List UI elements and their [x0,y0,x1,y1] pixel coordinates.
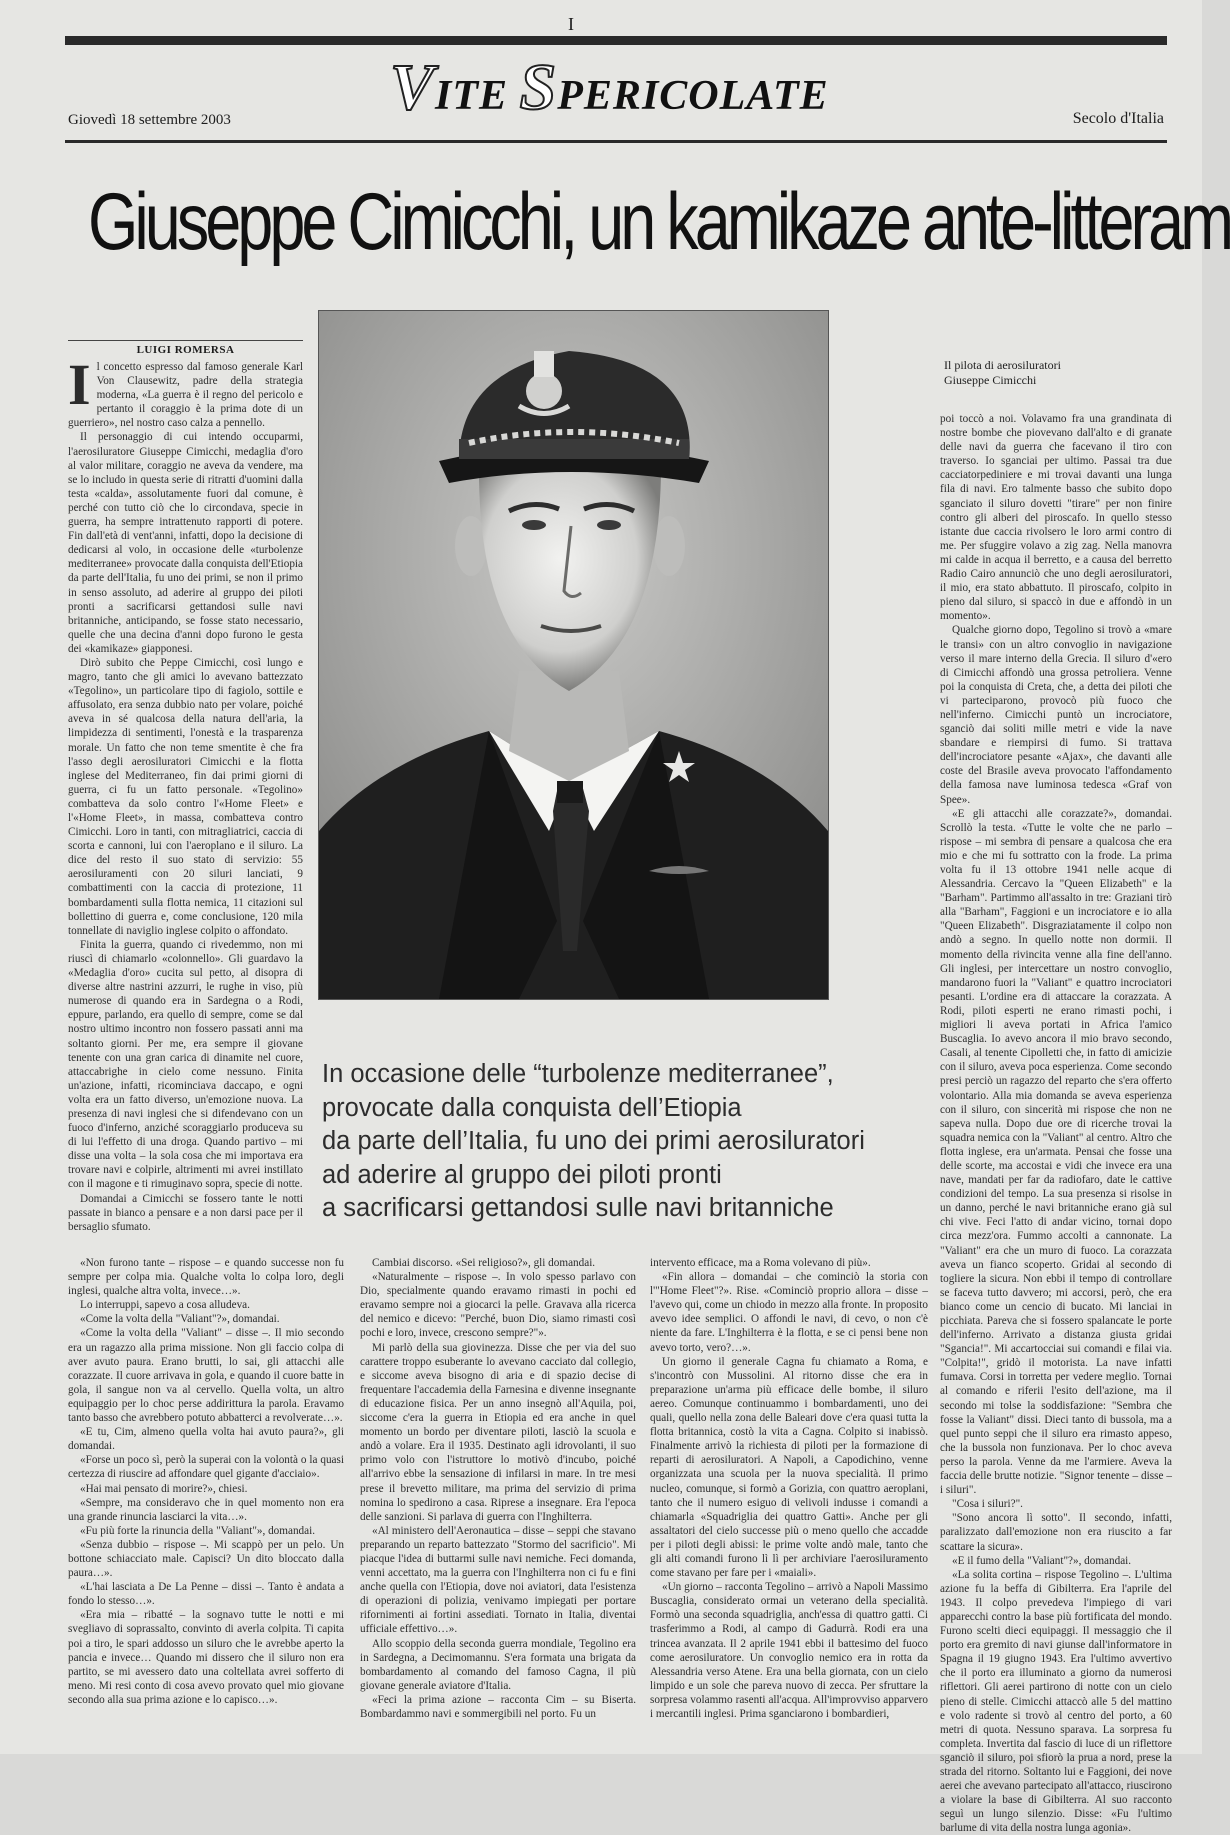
paragraph: «E tu, Cim, almeno quella volta hai avuto paura?», gli domandai. [68,1426,344,1453]
paragraph: «Naturalmente – rispose –. In volo spesso parlavo con Dio, specialmente quando eravamo rimasti in pochi ed eravamo sempre noi a giocarci la pelle. Gravava alla ricerca del nemico e dicevo: "Perché, buon Dio, siamo rimasti così pochi e loro, invece, crescono sempre?"». [360,1271,636,1340]
paragraph: l concetto espresso dal famoso generale Karl Von Clausewitz, padre della strategia moderna, «La guerra è il regno del pericolo e pertanto il coraggio è la prima dote di un guerriero», nel nostro caso calza a pennello. [68,361,303,430]
column-1-top [68,352,303,1233]
paragraph: Dirò subito che Peppe Cimicchi, così lungo e magro, tanto che gli amici lo avevano battezzato «Tegolino», un particolare tipo di fagiolo, sottile e affusolato, era senza dubbio nato per volare, poiché aveva in sé qualcosa della natura dell'aria, la limpidezza di sentimenti, l'onestà e la trasparenza morale. Un fatto che non teme smentite è che fra l'asso degli aerosiluratori Cimicchi e la flotta inglese del Mediterraneo, fin dai primi giorni di guerra, ci fu un fatto personale. «Tegolino» combatteva da solo contro l'«Home Fleet» e l'«Home Fleet», in massa, combatteva contro Cimicchi. Loro in tanti, con mitragliatrici, caccia di scorta e cannoni, lui con l'aeroplano e il siluro. La dice del resto il suo stato di servizio: 55 aerosiluramenti con 20 siluri lanciati, 9 combattimenti con la caccia di protezione, 11 bombardamenti sulla flotta nemica, 11 citazioni sul bollettino di guerra e, come conclusione, 120 mila tonnellate di naviglio inglese colpito o affondato. [68,656,303,937]
section-initial-v: V [390,51,436,124]
drop-cap: I [68,352,91,417]
paragraph: Cambiai discorso. «Sei religioso?», gli domandai. [372,1257,596,1269]
column-2 [360,1256,636,1746]
pilot-portrait-illustration [319,311,828,999]
photo-caption-line: Giuseppe Cimicchi [944,373,1037,387]
paragraph: «Al ministero dell'Aeronautica – disse – seppi che stavano preparando un reparto battezzato "Stormo del sacrificio". Mi piacque l'idea di buttarmi sulle navi nemiche. Feci domanda, venni accettato, ma la guerra con l'Inghilterra non ci fu e fini anche quella con l'Etiopia, dove noi aviatori, data l'esistenza di operazioni di polizia, venivamo impiegati per portare rifornimenti ai fortini assediati. Tornato in Italia, diventai ufficiale effettivo…». [360,1524,636,1636]
paragraph: «Come la volta della "Valiant" – disse –. Il mio secondo era un ragazzo alla prima missione. Non gli faccio colpa di aver avuto paura. Erano brutti, lo sai, gli attacchi alle corazzate. Il cuore arrivava in gola, e quando il cuore batte in gola, il sangue non va al cervello. Quella volta, un altro equipaggio per lo choc perse addirittura la parola. Eravamo tanto basso che avrebbero potuto abbatterci a revolverate…». [68,1327,344,1425]
paragraph: «L'hai lasciata a De La Penne – dissi –. Tanto è andata a fondo lo stesso…». [68,1581,344,1608]
pull-quote-line: da parte dell’Italia, fu uno dei primi aerosiluratori [322,1127,865,1155]
photo-caption [944,358,1159,388]
newspaper-name: Secolo d'Italia [1072,110,1164,127]
paragraph: Qualche giorno dopo, Tegolino si trovò a «mare le transi» con un altro convoglio in navigazione verso il mare interno della Grecia. Il siluro d'«ero di Cimicchi affondò una grossa petroliera. Venne poi la conquista di Creta, che, a detta dei piloti che vi parteciparono, provocò più fuoco che nell'inferno. Cimicchi puntò un incrociatore, sganciò dai soliti mille metri e vide la nave sbandare e riempirsi di fumo. Si trattava dell'incrociatore pesante «Ajax», che davanti alle coste del Brasile aveva provocato l'affondamento della famosa nave luminosa tedesca «Graf von Spee». [940,624,1172,806]
pull-quote-line: provocate dalla conquista dell’Etiopia [322,1093,742,1122]
paragraph: «La solita cortina – rispose Tegolino –. L'ultima azione fu la beffa di Gibilterra. Era l'aprile del 1943. Il colpo prevedeva l'impiego di vari apparecchi contro la base più fortificata del mondo. Furono scelti dieci equipaggi. Il messaggio che il porto era gremito di navi giunse dall'informatore in Spagna il 19 giugno 1943. Era l'ultimo avvertivo che il porto era illuminato a giorno da numerosi riflettori. Gli aerei partirono di notte con un cielo pieno di stelle. Cimicchi attaccò alle 5 del mattino e volo radente si trovò al centro del porto, a 60 metri di quota. Nessuno sparava. La sorpresa fu completa. Invertita dal fascio di luce di un riflettore sganciò il siluro, poi sfiorò la prua a nord, prese la strada del ritorno. Soltanto lui e Faggioni, dei nove aerei che avevano partecipato all'attacco, riuscirono a violare la base di Gibilterra. Al suo racconto seguì un lungo silenzio. Disse: «Fu l'ultimo barlume di vita della nostra lunga agonia». [940,1568,1172,1835]
paragraph: «Fu più forte la rinuncia della "Valiant"», domandai. [80,1524,315,1537]
paragraph: «Come la volta della "Valiant"?», domandai. [80,1313,280,1326]
paragraph: Finita la guerra, quando ci rivedemmo, non mi riuscì di chiamarlo «colonnello». Gli guardavo la «Medaglia d'oro» cucita sul petto, al disopra di diverse altre nastrini azzurri, le rughe in viso, più numerose di quando era in Sardegna o a Rodi, eppure, parlando, era quello di sempre, come se dal nostro ultimo incontro non fossero passati anni ma soltanto giorni. Per me, era sempre il giovane tenente con una gran carica di dinamite nel cuore, attaccabrighe in cielo come nessuno. Finita un'azione, infatti, ricominciava daccapo, e ogni volta era un fatto diverso, un'emozione nuova. La presenza di navi inglesi che si difendevano con un fuoco d'inferno, anziché scoraggiarlo produceva su di lui l'effetto di una droga. Quando partivo – mi disse una volta – la sola cosa che mi importava era trovare navi e colpirle, altrimenti mi avrei instillato con il magone e ti rimuginavo sopra, specie di notte. [68,938,303,1191]
column-3 [650,1256,928,1746]
top-rule [65,36,1167,45]
paragraph: «Forse un poco sì, però la superai con la volontà o la quasi certezza di riuscire ad affondare quel gigante d'acciaio». [68,1454,344,1481]
paragraph: Allo scoppio della seconda guerra mondiale, Tegolino era in Sardegna, a Decimomannu. S'era formata una brigata da bombardamento al comando del famoso Cagna, il più giovane generale aviatore d'Italia. [360,1637,636,1692]
issue-date: Giovedì 18 settembre 2003 [68,112,231,128]
paragraph: «E il fumo della "Valiant"?», domandai. [952,1554,1132,1567]
paragraph: poi toccò a noi. Volavamo fra una grandinata di nostre bombe che piovevano dall'alto e di granate delle navi da guerra che facevano il tiro con traverso. Io sganciai per ultimo. Passai tra due cacciatorpediniere e mi trovai davanti una lunga fila di navi. Ero talmente basso che subito dopo sganciato il siluro dovetti "tirare" per non finire contro gli alberi del piroscafo. In quello stesso istante due caccia rivolsero le loro armi contro di me. Per sfuggire volavo a zig zag. Nella manovra mi calde in acqua il berretto, e a causa del berretto Radio Cairo annunciò che uno degli aerosiluratori, il mio, era stato abbattuto. Il piroscafo, colpito in pieno dal siluro, si spaccò in due e affondò in un momento». [940,413,1172,623]
paragraph: "Sono ancora lì sotto". Il secondo, infatti, paralizzato dall'emozione non era riuscito a far scattare la sicura». [940,1512,1172,1553]
paragraph: «Senza dubbio – rispose –. Mi scappò per un pelo. Un bottone schiacciato male. Capisci? Un dito bloccato dalla paura…». [68,1538,344,1580]
paragraph: «Un giorno – racconta Tegolino – arrivò a Napoli Massimo Buscaglia, considerato ormai un veterano della specialità. Formò una seconda squadriglia, anch'essa di quattro gatti. Ci trasferimmo a Rodi, al campo di Gadurrà. Rodi era una trincea avanzata. Il 2 aprile 1941 ebbi il battesimo del fuoco come aerosiluratore. Un convoglio nemico era in rotta da Alessandria verso Atene. Era una bella giornata, con un cielo limpido e un sole che pareva nuovo di zecca. Per sfruttare la sorpresa volammo rasenti all'acqua. All'improvviso apparvero i mercantili inglesi. Prima sganciarono i bombardieri, [650,1581,928,1720]
page-folio: I [568,14,574,34]
paragraph: Un giorno il generale Cagna fu chiamato a Roma, e s'incontrò con Mussolini. Al ritorno disse che era in preparazione un'arma più efficace delle bombe, il siluro aereo. Comunque continuammo i bombardamenti, uno dei quali, quello nella zona delle Baleari dove c'era quasi tutta la flotta britannica, costò la vita a Cagna. Colpito si inabissò. Finalmente arrivò la richiesta di piloti per la formazione di reparti di aerosiluratori. A Napoli, a Capodichino, venne organizzata una scuola per la nuova specialità. Il primo nucleo, comunque, si formò a Gorizia, con quattro aeroplani, tanto che il numero esiguo di velivoli indusse i comandi a chiamarla «Squadriglia dei quattro Gatti». Anche per gli assaltatori del cielo successe più o meno quello che accadde per i piloti degli abissi: le prime volte andò male, tanto che gli alti comandi furono lì lì per archiviare l'aerosiluramento come stavano per fare per i «maiali». [650,1355,928,1580]
paragraph: Il personaggio di cui intendo occuparmi, l'aerosiluratore Giuseppe Cimicchi, medaglia d'oro al valor militare, coraggio ne aveva da vendere, ma se lo includo in questa serie di ritratti d'uomini dalla testa «calda», assolutamente fuori dal comune, è perché con tutto ciò che lo circondava, specie in guerra, ha sempre intrattenuto rapporti di potere. Fin dall'età di vent'anni, infatti, dopo la decisione di dedicarsi al volo, in occasione delle «turbolenze mediterranee» provocate dalla conquista dell'Etiopia da parte dell'Italia, fu uno dei primi, se non il primo in senso assoluto, ad aderire al gruppo dei piloti pronti a sacrificarsi gettandosi sulle navi britanniche, anticipando, se fosse stato necessario, quelle che una decina d'anni dopo furono le gesta dei «kamikaze» giapponesi. [68,431,303,655]
paragraph: Mi parlò della sua giovinezza. Disse che per via del suo carattere troppo esuberante lo avevano cacciato dal collegio, e siccome aveva bisogno di aria e di spazio decise di frequentare l'accademia della Farnesina e divenne insegnante di educazione fisica. Per un anno insegnò all'Aquila, poi, siccome c'era la guerra in Etiopia ed era anche in quel momento un bordo per diventare piloti, lasciò la scuola e andò a volare. Era il 1935. Destinato agli idrovolanti, il suo primo volo con l'istruttore lo motivò d'incubo, poiché all'arrivo ebbe la sensazione di infilarsi in mare. In tre mesi prese il brevetto militare, ma prima del servizio di prima nomina lo spedirono a casa. Riprese a insegnare. Era l'epoca delle sanzioni. Si parlava di guerra con l'Inghilterra. [360,1341,636,1523]
author-byline: LUIGI ROMERSA [68,340,303,356]
paragraph: «Non furono tante – rispose – e quando successe non fu sempre per colpa mia. Qualche volta lo colpa loro, degli inglesi, qualche altra volta, invece…». [68,1257,344,1298]
headline: Giuseppe Cimicchi, un kamikaze ante-litteram [88,177,1230,267]
pull-quote [322,1058,982,1226]
section-initial-s: S [519,51,558,124]
header-rule [65,140,1167,143]
paragraph: Lo interruppi, sapevo a cosa alludeva. [80,1299,250,1312]
column-1-bottom [68,1256,344,1746]
paragraph: intervento efficace, ma a Roma volevano di più». [650,1257,871,1269]
section-word-pericolate: PERICOLATE [557,73,829,119]
paragraph: «Hai mai pensato di morire?», chiesi. [80,1482,248,1495]
paragraph: Domandai a Cimicchi se fossero tante le notti passate in bianco a pensare e a non darsi pace per il bersaglio sfumato. [68,1192,303,1233]
portrait-photo [318,310,829,1000]
pull-quote-line: In occasione delle “turbolenze mediterranee”, [322,1060,834,1088]
paragraph: «Fin allora – domandai – che cominciò la storia con l'"Home Fleet"?». Rise. «Cominciò proprio allora – disse – l'avevo qui, come un chiodo in mezzo alla fronte. In proposito avevo idee semplici. O affondi le navi, di cevo, o non c'è niente da fare. L'Inghilterra è la flotta, e se ci pensi bene non avevo torto, vero?…». [650,1271,928,1354]
section-title [390,50,829,126]
paragraph: «Feci la prima azione – racconta Cim – su Biserta. Bombardammo navi e sommergibili nel porto. Fu un [360,1693,636,1720]
paragraph: "Cosa i siluri?". [952,1498,1023,1511]
photo-caption-line: Il pilota di aerosiluratori [944,358,1061,372]
paragraph: «Era mia – ribatté – la sognavo tutte le notti e mi svegliavo di soprassalto, convinto di averla colpita. Ti capita poi a tiro, le spari addosso un siluro che le avrebbe aperto la pancia e invece… Quando mi dissero che il siluro non era partito, se mi avessero dato una coltellata avrei sofferto di meno. Mi resi conto di cosa avevo provato quel mio giovane secondo alla sua prima azione e lo capisco…». [68,1609,344,1706]
pull-quote-line: ad aderire al gruppo dei piloti pronti [322,1160,722,1189]
paragraph: «E gli attacchi alle corazzate?», domandai. Scrollò la testa. «Tutte le volte che ne parlo – rispose – mi sembra di pensare a qualcosa che era mio e che mi fu sottratto con la frode. La prima volta fu il 13 ottobre 1941 nelle acque di Alessandria. Cercavo la "Queen Elizabeth" e la "Barham". Partimmo all'assalto in tre: Graziani tirò alla "Barham", Faggioni e un incrociatore e io alla "Queen Elizabeth". Disgraziatamente il colpo non andò a segno. In quello notte non dormii. Il momento della rivincita venne alla fine dell'anno. Gli inglesi, per intercettare un nostro convoglio, mandarono fuori la "Valiant" e quattro incrociatori pesanti. L'ordine era di attaccare la corazzata. A Rodi, piloti esperti ne erano rimasti pochi, i migliori li aveva portati in Africa l'amico Buscaglia. Io avevo ancora il mio bravo secondo, Casali, al tenente Cipolletti che, in fatto di amicizie con il siluro, aveva poca esperienza. Come secondo presi perciò un ragazzo del reparto che s'era offerto volontario. Alla mia domanda se aveva esperienza con il siluro, con sincerità mi rispose che non ne sapeva nulla. Dopo due ore di ricerche trovai la squadra nemica con la "Valiant" al centro. Altro che flotta inglese, era un'armata. Pensai che fosse una delle scorte, ma accostai e vidi che invece era una nave, mandati per far da radiofaro, date le cattive condizioni del tempo. La sua presenza si risolse in un danno, perché le navi britanniche erano già sul chi vive. Feci l'atto di andar vicino, tornai dopo circa mezz'ora. Fummo accolti a cannonate. La "Valiant" era che un muro di fuoco. La corazzata aveva un fianco scoperto. Gridai al secondo di togliere la sicura. Non ebbi il tempo di controllare se faceva tutto davvero; mi accorsi, però, che era bianco come un cencio di bucato. Mi lanciai in picchiata. Pareva che si fossero spalancate le porte dell'inferno. Arrivato a distanza giusta gridai "Sgancia!". Mi accartocciai sui comandi e filai via. "Colpita!", gridò il motorista. La nave infatti fumava. Corsi in torretta per vedere meglio. Tornai al comando e riferii l'esito dell'azione, ma il secondo mi tolse la soddisfazione: "Sembra che fosse la Valiant" dissi. Dieci tanto di bussola, ma a quel punto seppi che il siluro era rimasto appeso, che la bussola non funzionava. Per lo choc aveva perso la parola. Venne da me l'armiere. Aveva la faccia delle brutte notizie. "Signor tenente – disse – i siluri". [940,807,1172,1497]
section-word-ite: ITE [435,73,509,119]
pull-quote-line: a sacrificarsi gettandosi sulle navi britanniche [322,1194,834,1222]
paragraph: «Sempre, ma consideravo che in quel momento non era una grande rinuncia lasciarci la vita…». [68,1496,344,1523]
